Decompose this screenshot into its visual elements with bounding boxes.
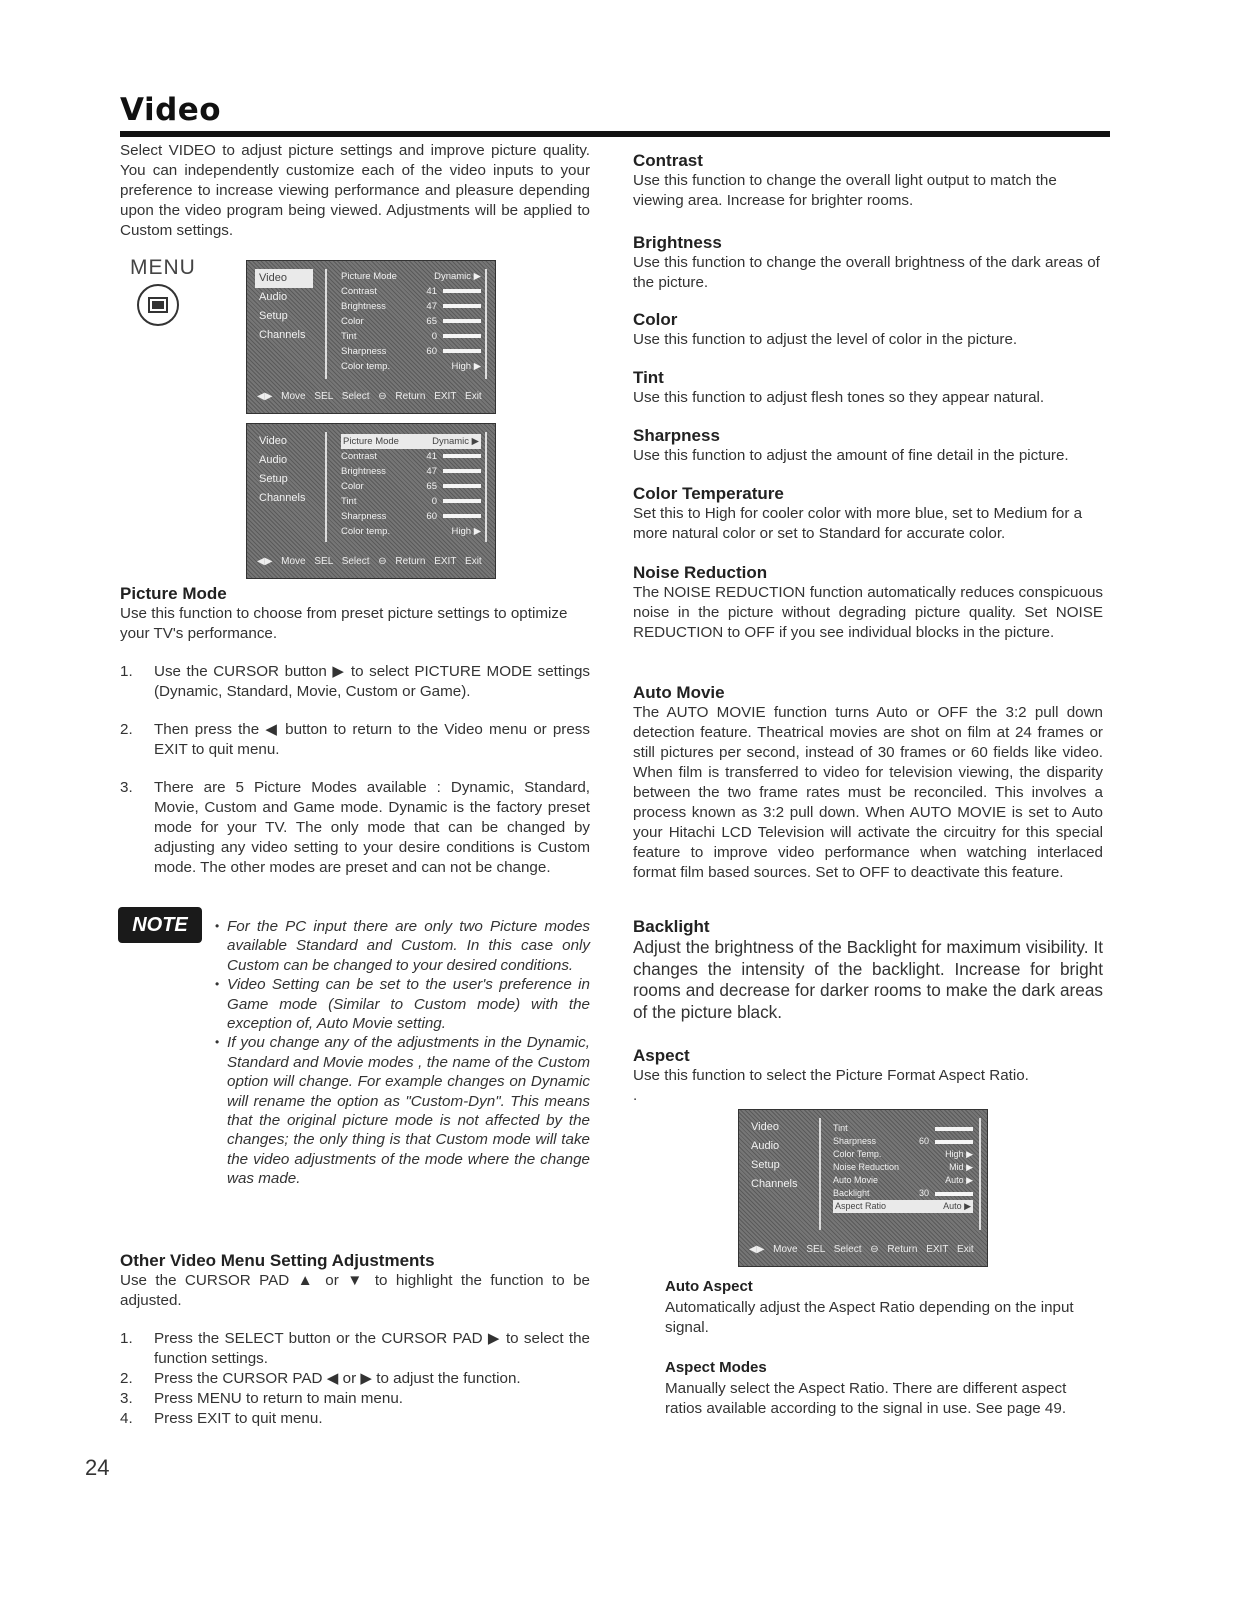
tint-heading: Tint	[633, 368, 664, 387]
menu-label: MENU	[130, 256, 196, 279]
aspect-modes-heading: Aspect Modes	[665, 1359, 767, 1376]
osd-row-label: Sharpness	[341, 346, 387, 357]
osd-row-label: Sharpness	[341, 511, 387, 522]
auto-movie-text: The AUTO MOVIE function turns Auto or OFF the 3:2 pull down detection feature. Theatrical movies are shot on film at 24 frames or still pictures per second, instead of 30 frames or 60 fields like video. When film is transferred to video for television viewing, the disparity between the two frame rates must be reconciled. This involves a process known as 3:2 pull down. When AUTO MOVIE is set to Auto your Hitachi LCD Television will activate the circuitry for this special feature to improve video performance when watching interlaced format film based sources. Set to OFF to deactivate this feature.	[633, 704, 1103, 881]
osd-row-value: Dynamic ▶	[434, 271, 481, 282]
step-number: 2.	[120, 1370, 133, 1387]
color-temperature-text: Set this to High for cooler color with more blue, set to Medium for a more natural color or set to Standard for accurate color.	[633, 505, 1083, 542]
osd-row-value: Mid ▶	[949, 1162, 973, 1172]
osd-row-label: Tint	[341, 331, 357, 342]
list-item	[120, 778, 590, 878]
noise-reduction-heading: Noise Reduction	[633, 563, 768, 582]
osd-footer: ◀▶ Move SEL Select ⊖ Return EXIT Exit	[257, 556, 482, 567]
list-item	[120, 1409, 590, 1429]
osd-tab: Channels	[259, 329, 306, 341]
osd-tab: Setup	[259, 310, 288, 322]
intro-text: Select VIDEO to adjust picture settings and improve picture quality. You can independently customize each of the video inputs to your preference to increase viewing performance and pleasure depending upon the video program being viewed. Adjustments will be applied to Custom settings.	[120, 142, 590, 239]
osd-tab: Setup	[751, 1159, 780, 1171]
backlight-heading: Backlight	[633, 917, 710, 936]
osd-row-label: Picture Mode	[343, 436, 399, 447]
list-item	[120, 1389, 590, 1409]
step-text: Press the CURSOR PAD ◀ or ▶ to adjust the function.	[154, 1370, 521, 1387]
sharpness-text: Use this function to adjust the amount of fine detail in the picture.	[633, 447, 1069, 464]
osd-row-value: 41	[426, 286, 437, 297]
osd-screenshot-picture-mode	[246, 423, 496, 579]
list-item: • Video Setting can be set to the user's preference in Game mode (Similar to Custom mode) with the exception of, Auto Movie setting.	[215, 975, 590, 1033]
osd-row-label: Noise Reduction	[833, 1162, 900, 1172]
contrast-heading: Contrast	[633, 151, 703, 170]
osd-tab: Channels	[751, 1178, 798, 1190]
aspect-modes-text: Manually select the Aspect Ratio. There are different aspect ratios available according to the signal in use. See page 49.	[665, 1380, 1067, 1417]
osd-row-value: 47	[426, 466, 437, 477]
tint-text: Use this function to adjust flesh tones so they appear natural.	[633, 389, 1045, 406]
step-text: Press EXIT to quit menu.	[154, 1410, 323, 1427]
osd-row-label: Auto Movie	[833, 1175, 879, 1185]
note-list	[215, 917, 590, 1189]
osd-row-label: Color temp.	[341, 526, 391, 537]
osd-footer: ◀▶ Move SEL Select ⊖ Return EXIT Exit	[257, 391, 482, 402]
osd-tab: Channels	[259, 492, 306, 504]
step-text: Use the CURSOR button ▶ to select PICTURE MODE settings (Dynamic, Standard, Movie, Custom or Game).	[154, 663, 590, 700]
step-number: 1.	[120, 663, 133, 680]
osd-row-value: Auto ▶	[943, 1201, 971, 1211]
osd-row-value: High ▶	[451, 526, 481, 537]
brightness-text: Use this function to change the overall brightness of the dark areas of the picture.	[633, 254, 1100, 291]
osd-row-label: Color	[341, 316, 364, 327]
osd-row-label: Tint	[341, 496, 357, 507]
osd-row-label: Contrast	[341, 286, 377, 297]
osd-row-label: Aspect Ratio	[835, 1201, 887, 1211]
osd-screenshot-video-menu	[246, 260, 496, 414]
list-item: • For the PC input there are only two Picture modes available Standard and Custom. In this case only Custom can be changed to your desired conditions.	[215, 917, 590, 975]
color-heading: Color	[633, 310, 678, 329]
osd-row-value: 60	[426, 346, 437, 357]
list-item	[120, 662, 590, 702]
osd-row-label: Color	[341, 481, 364, 492]
osd-row-value: High ▶	[945, 1149, 973, 1159]
aspect-heading: Aspect	[633, 1046, 690, 1065]
step-number: 4.	[120, 1410, 133, 1427]
osd-row-label: Sharpness	[833, 1136, 877, 1146]
osd-tab: Audio	[751, 1140, 780, 1152]
step-number: 3.	[120, 1390, 133, 1407]
osd-row-value: 65	[426, 481, 437, 492]
sharpness-heading: Sharpness	[633, 426, 720, 445]
title-rule	[120, 131, 1110, 137]
page-number: 24	[85, 1455, 110, 1480]
osd-tab: Audio	[259, 291, 288, 303]
osd-row-value: 65	[426, 316, 437, 327]
note-badge: NOTE	[118, 907, 202, 943]
osd-tab: Audio	[259, 454, 288, 466]
osd-row-value: 47	[426, 301, 437, 312]
step-text: Press the SELECT button or the CURSOR PAD ▶ to select the function settings.	[154, 1330, 590, 1367]
osd-row-label: Brightness	[341, 301, 386, 312]
osd-tab: Video	[255, 269, 313, 288]
osd-row-value: 0	[431, 496, 437, 507]
osd-tab: Video	[259, 435, 287, 447]
step-text: There are 5 Picture Modes available : Dynamic, Standard, Movie, Custom and Game mode. Dynamic is the factory preset mode for your TV. The only mode that can be changed by adjusting any video setting to your desire conditions is Custom mode. The other modes are preset and can not be change.	[154, 779, 590, 876]
step-text: Then press the ◀ button to return to the Video menu or press EXIT to quit menu.	[154, 721, 590, 758]
aspect-dot: .	[633, 1087, 638, 1104]
step-number: 2.	[120, 721, 133, 738]
color-temperature-heading: Color Temperature	[633, 484, 784, 503]
aspect-text: Use this function to select the Picture Format Aspect Ratio.	[633, 1067, 1029, 1084]
osd-row-label: Brightness	[341, 466, 386, 477]
step-text: Press MENU to return to main menu.	[154, 1390, 403, 1407]
auto-aspect-text: Automatically adjust the Aspect Ratio depending on the input signal.	[665, 1299, 1074, 1336]
osd-row-label: Color Temp.	[833, 1149, 882, 1159]
osd-row-value: 41	[426, 451, 437, 462]
step-number: 3.	[120, 779, 133, 796]
osd-row-value: 0	[431, 331, 437, 342]
osd-row-value: 60	[426, 511, 437, 522]
color-text: Use this function to adjust the level of color in the picture.	[633, 331, 1018, 348]
auto-aspect-heading: Auto Aspect	[665, 1278, 753, 1295]
osd-footer: ◀▶ Move SEL Select ⊖ Return EXIT Exit	[749, 1244, 974, 1255]
osd-row-label: Picture Mode	[341, 271, 397, 282]
osd-row-value: Dynamic ▶	[432, 436, 479, 447]
osd-row-value: High ▶	[451, 361, 481, 372]
osd-row-label: Tint	[833, 1123, 848, 1133]
osd-tab: Setup	[259, 473, 288, 485]
list-item	[120, 1329, 590, 1369]
other-settings-heading: Other Video Menu Setting Adjustments	[120, 1251, 435, 1270]
picture-mode-steps	[120, 662, 590, 878]
backlight-text: Adjust the brightness of the Backlight for maximum visibility. It changes the intensity of the backlight. Increase for bright rooms and decrease for darker rooms to make the dark areas of the picture black.	[633, 937, 1103, 1022]
auto-movie-heading: Auto Movie	[633, 683, 725, 702]
list-item	[120, 1369, 590, 1389]
osd-tab: Video	[751, 1121, 779, 1133]
osd-row-value: 30	[918, 1188, 929, 1198]
osd-row-label: Backlight	[833, 1188, 870, 1198]
page-title: Video	[120, 92, 222, 128]
other-settings-text: Use the CURSOR PAD ▲ or ▼ to highlight the function to be adjusted.	[120, 1272, 590, 1309]
picture-mode-heading: Picture Mode	[120, 584, 227, 603]
osd-row-label: Contrast	[341, 451, 377, 462]
list-item	[120, 720, 590, 760]
list-item: • If you change any of the adjustments in the Dynamic, Standard and Movie modes , the name of the Custom option will change. For example changes on Dynamic will rename the option as "Custom-Dyn". This means that the original picture mode is not affected by the changes; the only thing is that Custom mode will take the video adjustments of the mode where the change was made.	[215, 1033, 590, 1188]
brightness-heading: Brightness	[633, 233, 722, 252]
osd-row-value: 60	[918, 1136, 929, 1146]
contrast-text: Use this function to change the overall light output to match the viewing area. Increase for brighter rooms.	[633, 172, 1057, 209]
other-settings-steps	[120, 1329, 590, 1429]
picture-mode-text: Use this function to choose from preset picture settings to optimize your TV's performance.	[120, 605, 568, 642]
osd-screenshot-aspect-menu	[738, 1109, 988, 1267]
osd-row-label: Color temp.	[341, 361, 391, 372]
noise-reduction-text: The NOISE REDUCTION function automatically reduces conspicuous noise in the picture without degrading picture quality. Set NOISE REDUCTION to OFF if you see individual blocks in the picture.	[633, 584, 1103, 641]
osd-row-value: Auto ▶	[945, 1175, 973, 1185]
step-number: 1.	[120, 1330, 133, 1347]
menu-button-icon	[135, 282, 181, 328]
